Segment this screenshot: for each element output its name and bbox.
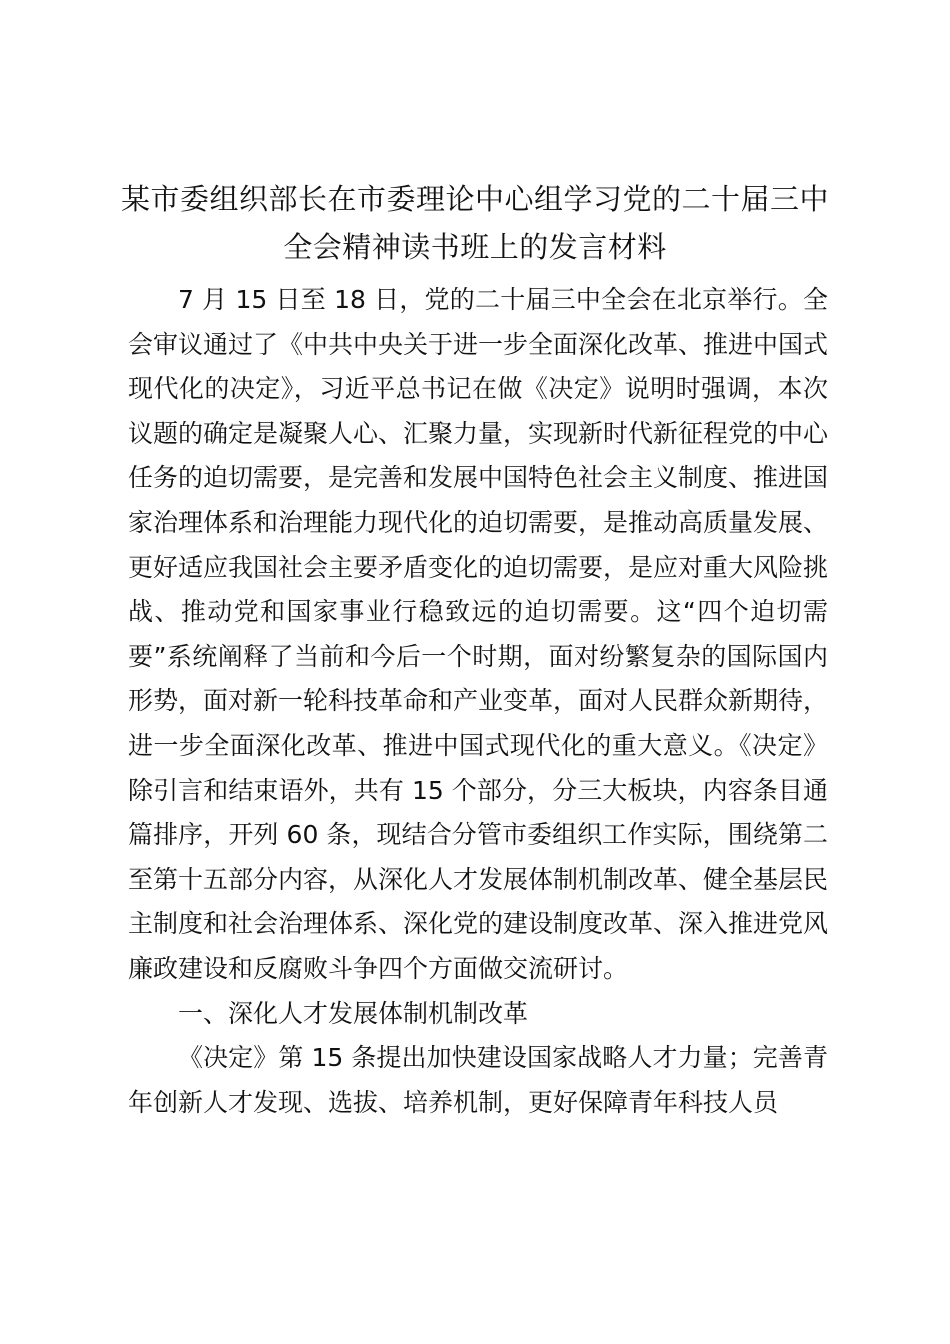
document-body <box>128 278 828 1125</box>
intro-paragraph: 7 月 15 日至 18 日，党的二十届三中全会在北京举行。全会审议通过了《中共中央关于进一步全面深化改革、推进中国式现代化的决定》，习近平总书记在做《决定》说明时强调，本次议题的确定是凝聚人心、汇聚力量，实现新时代新征程党的中心任务的迫切需要，是完善和发展中国特色社会主义制度、推进国家治理体系和治理能力现代化的迫切需要，是推动高质量发展、更好适应我国社会主要矛盾变化的迫切需要，是应对重大风险挑战、推动党和国家事业行稳致远的迫切需要。这“四个迫切需要”系统阐释了当前和今后一个时期，面对纷繁复杂的国际国内形势，面对新一轮科技革命和产业变革，面对人民群众新期待，进一步全面深化改革、推进中国式现代化的重大意义。《决定》除引言和结束语外，共有 15 个部分，分三大板块，内容条目通篇排序，开列 60 条，现结合分管市委组织工作实际，围绕第二至第十五部分内容，从深化人才发展体制机制改革、健全基层民主制度和社会治理体系、深化党的建设制度改革、深入推进党风廉政建设和反腐败斗争四个方面做交流研讨。 <box>128 285 829 983</box>
document-title: 某市委组织部长在市委理论中心组学习党的二十届三中全会精神读书班上的发言材料 <box>120 182 829 264</box>
section-heading: 一、深化人才发展体制机制改革 <box>178 998 529 1028</box>
section-paragraph: 《决定》第 15 条提出加快建设国家战略人才力量；完善青年创新人才发现、选拔、培养机制，更好保障青年科技人员 <box>128 1043 828 1117</box>
